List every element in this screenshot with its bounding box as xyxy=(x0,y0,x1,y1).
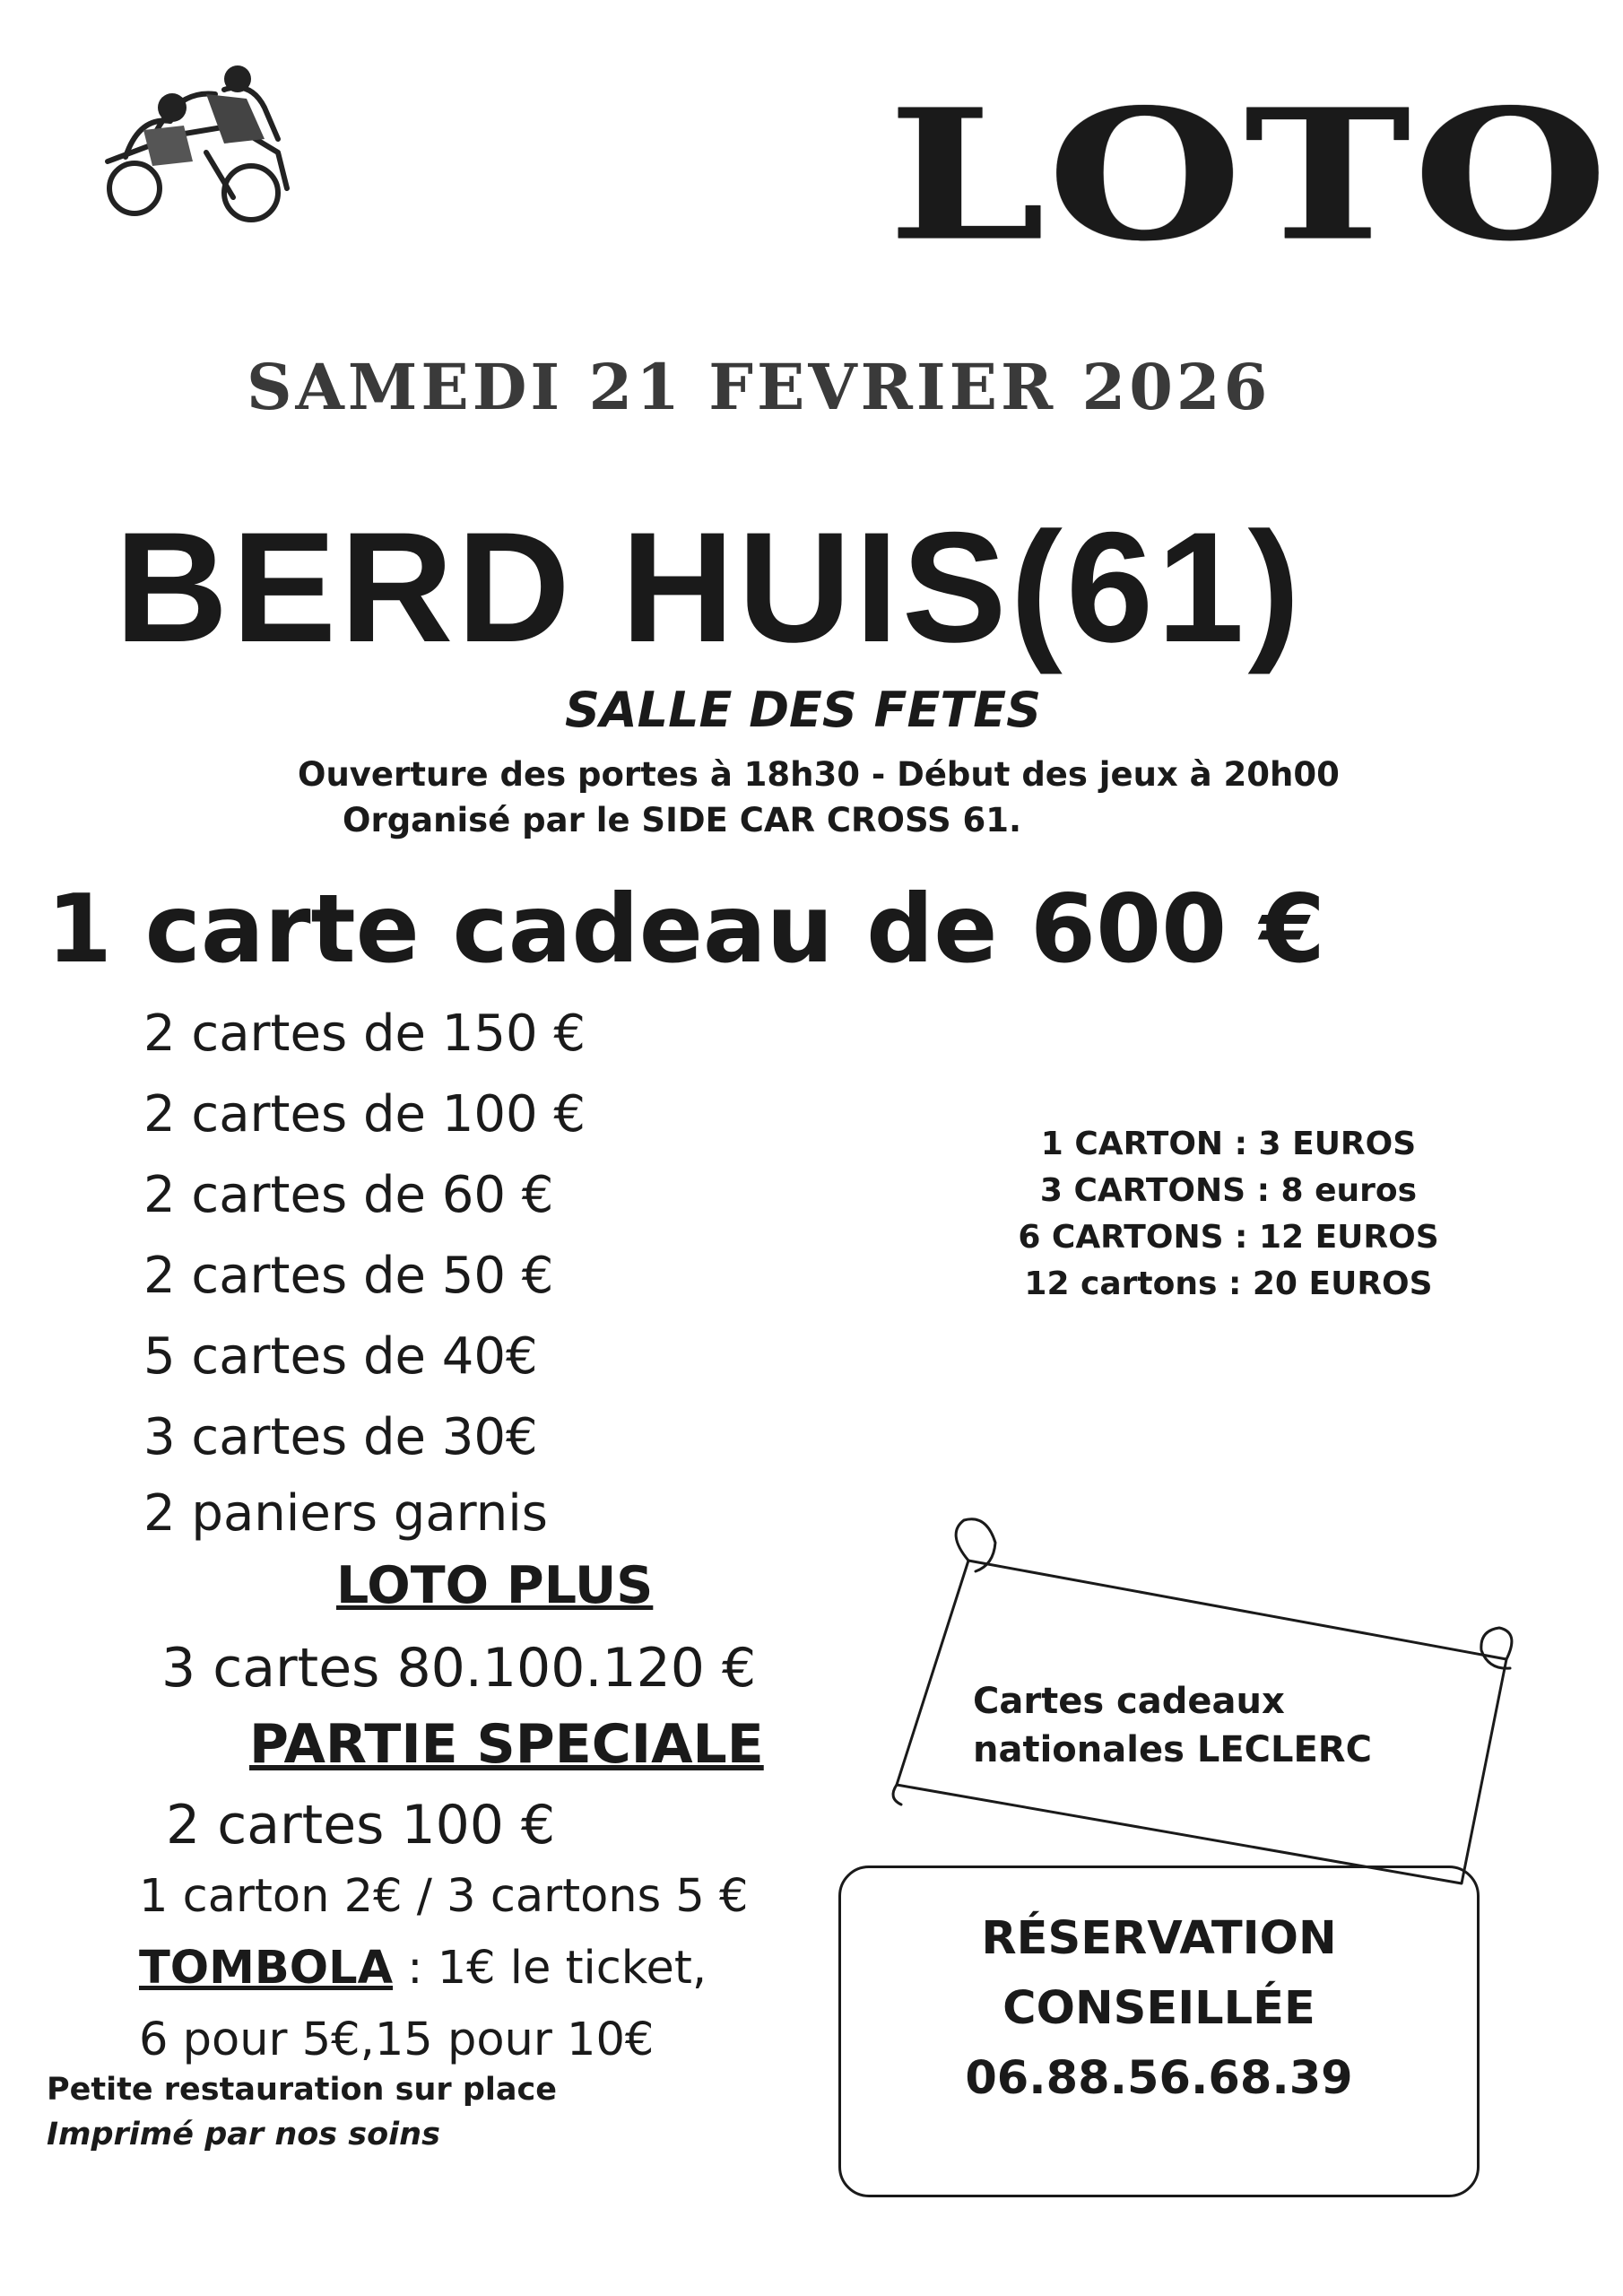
venue: SALLE DES FETES xyxy=(565,682,1041,738)
event-city: BERD HUIS(61) xyxy=(115,500,1304,675)
scroll-line-1: Cartes cadeaux xyxy=(973,1681,1285,1722)
carton-pricing xyxy=(977,1121,1480,1308)
loto-plus-prizes: 3 cartes 80.100.120 € xyxy=(161,1637,757,1700)
printed-note: Imprimé par nos soins xyxy=(47,2117,440,2152)
restauration-note: Petite restauration sur place xyxy=(47,2072,557,2108)
partie-speciale-prizes: 2 cartes 100 € xyxy=(166,1794,556,1857)
prize-item: 2 cartes de 60 € xyxy=(143,1166,554,1224)
title: LOTO xyxy=(888,69,1610,281)
tombola-bundle-price: 6 pour 5€,15 pour 10€ xyxy=(139,2013,655,2066)
prize-item: 2 cartes de 50 € xyxy=(143,1247,554,1305)
pricing-line: 3 CARTONS : 8 euros xyxy=(1039,1172,1418,1209)
main-prize: 1 carte cadeau de 600 € xyxy=(47,874,1325,984)
loto-plus-heading: LOTO PLUS xyxy=(336,1556,654,1615)
partie-speciale-price: 1 carton 2€ / 3 cartons 5 € xyxy=(139,1870,749,1923)
reservation-phone: 06.88.56.68.39 xyxy=(965,2052,1353,2105)
opening-hours: Ouverture des portes à 18h30 - Début des jeux à 20h00 xyxy=(298,755,1340,794)
scroll-text xyxy=(973,1677,1372,1774)
prize-item: 3 cartes de 30€ xyxy=(143,1408,538,1466)
reservation-line-1: RÉSERVATION xyxy=(981,1912,1337,1965)
prize-item: 2 paniers garnis xyxy=(143,1484,548,1543)
prize-item: 5 cartes de 40€ xyxy=(143,1327,538,1386)
pricing-line: 1 CARTON : 3 EUROS xyxy=(1040,1126,1417,1162)
tombola-line xyxy=(139,1942,707,1995)
sidecar-riders-icon xyxy=(72,54,323,233)
partie-speciale-heading: PARTIE SPECIALE xyxy=(249,1713,764,1776)
prize-item: 2 cartes de 100 € xyxy=(143,1085,586,1144)
reservation-line-2: CONSEILLÉE xyxy=(1002,1982,1315,2035)
organizer: Organisé par le SIDE CAR CROSS 61. xyxy=(343,801,1022,839)
pricing-line: 12 cartons : 20 EUROS xyxy=(1024,1265,1433,1302)
event-date: SAMEDI 21 FEVRIER 2026 xyxy=(247,350,1271,424)
pricing-line: 6 CARTONS : 12 EUROS xyxy=(1018,1219,1439,1256)
tombola-heading: TOMBOLA xyxy=(139,1942,394,1995)
tombola-price: : 1€ le ticket, xyxy=(393,1942,707,1995)
reservation-box xyxy=(838,1866,1480,2197)
prize-item: 2 cartes de 150 € xyxy=(143,1004,586,1063)
scroll-line-2: nationales LECLERC xyxy=(973,1729,1372,1770)
